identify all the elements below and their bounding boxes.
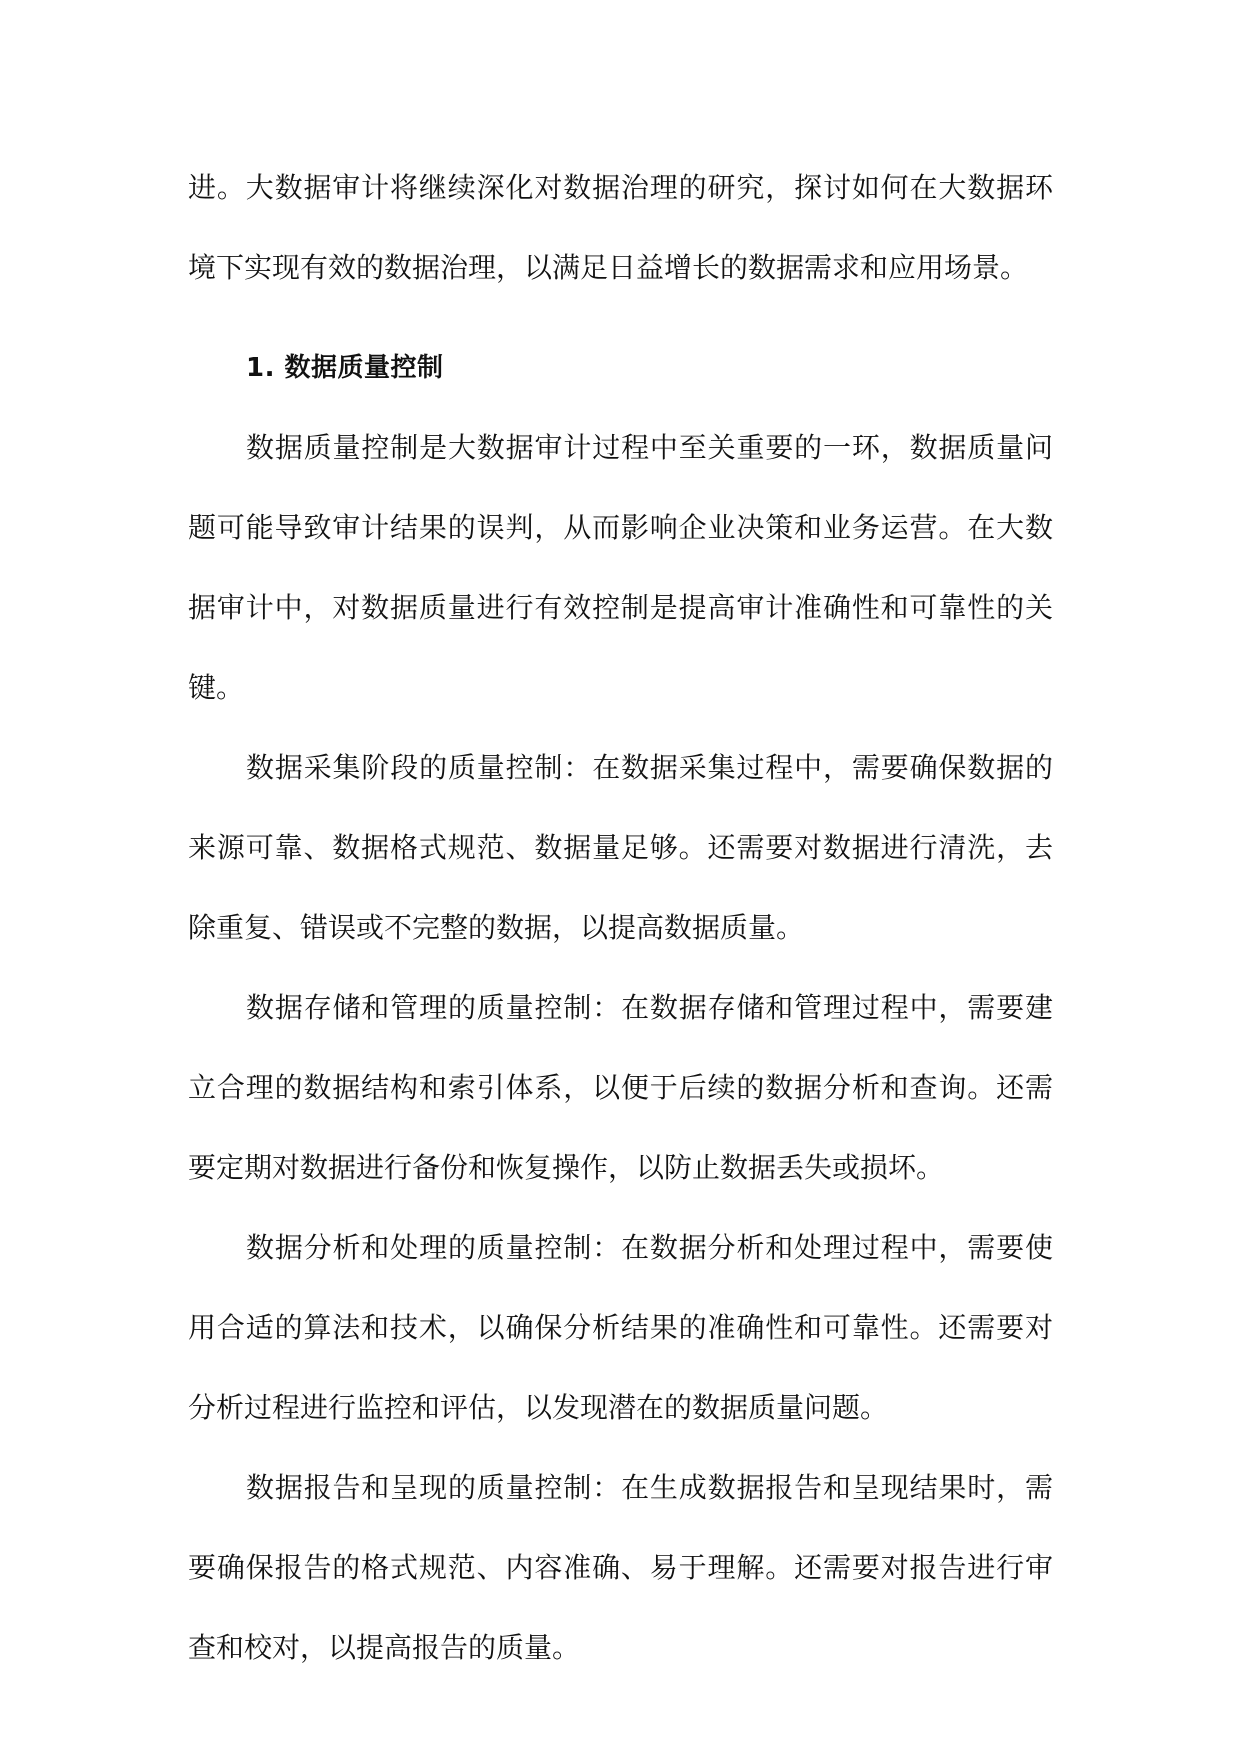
paragraph-quality-control: 数据质量控制是大数据审计过程中至关重要的一环，数据质量问题可能导致审计结果的误判，从而影响企业决策和业务运营。在大数据审计中，对数据质量进行有效控制是提高审计准确性和可靠性的关键。 bbox=[188, 431, 1053, 704]
section-heading: 1. 数据质量控制 bbox=[246, 353, 444, 383]
paragraph-report-presentation: 数据报告和呈现的质量控制：在生成数据报告和呈现结果时，需要确保报告的格式规范、内容准确、易于理解。还需要对报告进行审查和校对，以提高报告的质量。 bbox=[188, 1471, 1053, 1664]
intro-paragraph: 进。大数据审计将继续深化对数据治理的研究，探讨如何在大数据环境下实现有效的数据治理，以满足日益增长的数据需求和应用场景。 bbox=[188, 171, 1053, 284]
paragraph-analysis-processing: 数据分析和处理的质量控制：在数据分析和处理过程中，需要使用合适的算法和技术，以确保分析结果的准确性和可靠性。还需要对分析过程进行监控和评估，以发现潜在的数据质量问题。 bbox=[188, 1231, 1053, 1424]
document-body bbox=[188, 148, 1053, 1688]
paragraph-storage-management: 数据存储和管理的质量控制：在数据存储和管理过程中，需要建立合理的数据结构和索引体系，以便于后续的数据分析和查询。还需要定期对数据进行备份和恢复操作，以防止数据丢失或损坏。 bbox=[188, 991, 1053, 1184]
paragraph-collection-stage: 数据采集阶段的质量控制：在数据采集过程中，需要确保数据的来源可靠、数据格式规范、数据量足够。还需要对数据进行清洗，去除重复、错误或不完整的数据，以提高数据质量。 bbox=[188, 751, 1053, 944]
